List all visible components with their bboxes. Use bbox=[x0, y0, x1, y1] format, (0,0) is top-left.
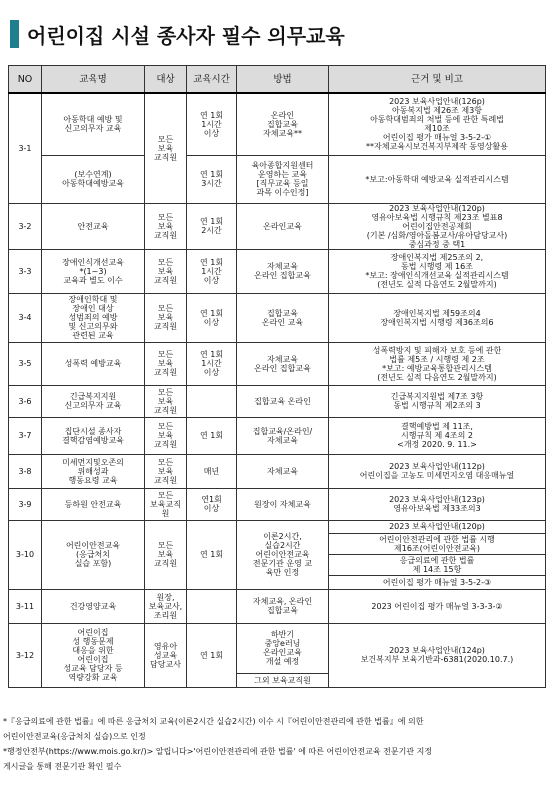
cell-basis: 2023 보육사업안내(112p) 어린이집을 고농도 미세먼지오염 대응매뉴얼 bbox=[329, 454, 546, 488]
cell-name: 긴급복지지원 신고의무자 교육 bbox=[42, 385, 145, 417]
table-row bbox=[9, 249, 546, 293]
cell-basis: 2023 보육사업안내(120p) bbox=[329, 520, 546, 533]
cell-target: 모든 보육 교직원 bbox=[145, 454, 187, 488]
header-target: 대상 bbox=[145, 66, 187, 94]
cell-method: 원장이 자체교육 bbox=[237, 488, 329, 520]
cell-method: 이론2시간, 실습2시간 어린이안전교육 전문기관 운영 교 육만 인정 bbox=[237, 520, 329, 589]
cell-target: 영유아 성교육 담당교사 bbox=[145, 623, 187, 687]
cell-no: 3-8 bbox=[9, 454, 42, 488]
table-header-row bbox=[9, 66, 546, 94]
cell-target: 원장, 보육교사, 조리원 bbox=[145, 589, 187, 623]
cell-no: 3-12 bbox=[9, 623, 42, 687]
cell-target: 모든 보육 교직원 bbox=[145, 249, 187, 293]
cell-no: 3-2 bbox=[9, 203, 42, 249]
cell-name: 등하원 안전교육 bbox=[42, 488, 145, 520]
cell-name: 안전교육 bbox=[42, 203, 145, 249]
table-row bbox=[9, 385, 546, 417]
table-row bbox=[9, 155, 546, 203]
title-bar bbox=[10, 18, 345, 50]
cell-basis: 2023 보육사업안내(124p) 보건복지부 보육기반과-6381(2020.10.7.) bbox=[329, 623, 546, 687]
cell-method: 육아종합지원센터 운영하는 교육 [직무교육 등일 과목 이수인정] bbox=[237, 155, 329, 203]
cell-method: 자체교육 온라인 집합교육 bbox=[237, 249, 329, 293]
cell-target: 모든 보육 교직원 bbox=[145, 203, 187, 249]
cell-method-secondary: 그외 보육교직원 bbox=[237, 673, 329, 687]
header-name: 교육명 bbox=[42, 66, 145, 94]
header-time: 교육시간 bbox=[187, 66, 237, 94]
education-table bbox=[8, 65, 546, 688]
cell-name: (보수연계) 아동학대예방교육 bbox=[42, 155, 145, 203]
table-row bbox=[9, 93, 546, 155]
cell-no: 3-7 bbox=[9, 417, 42, 454]
header-basis: 근거 및 비고 bbox=[329, 66, 546, 94]
page-title: 어린이집 시설 종사자 필수 의무교육 bbox=[27, 23, 345, 48]
cell-time: 연 1회 bbox=[187, 520, 237, 589]
cell-time: 연 1회 이상 bbox=[187, 293, 237, 342]
cell-basis: 장애인복지법 제59조의4 장애인복지법 시행령 제36조의6 bbox=[329, 293, 546, 342]
cell-target: 모든 보육 교직원 bbox=[145, 342, 187, 385]
cell-time: 연 1회 1시간 이상 bbox=[187, 249, 237, 293]
cell-basis: *보고:아동학대 예방교육 실적관리시스템 bbox=[329, 155, 546, 203]
cell-time: 연 1회 bbox=[187, 417, 237, 454]
cell-method: 온라인교육 bbox=[237, 203, 329, 249]
cell-time: 연 1회 1시간 이상 bbox=[187, 93, 237, 155]
cell-basis: 결핵예방법 제 11조, 시행규칙 제 4조의 2 <개정 2020. 9. 11.> bbox=[329, 417, 546, 454]
footnotes: *『응급의료에 관한 법률』에 따른 응급처치 교육(이론2시간 실습2시간) 이수 시『어린이안전관리에 관한 법률』에 의한 어린이안전교육(응급처치 실습)으로 인정 *행정안전부(https://www.mois.go.kr/)> 알립니다>'어린이안전관리에 관한 법률' 에 따른 어린이안전교육 전문기관 지정 게시글을 통해 전문기관 확인 필수 bbox=[3, 717, 433, 771]
table-row bbox=[9, 623, 546, 673]
cell-target: 모든 보육 교직원 bbox=[145, 417, 187, 454]
cell-method: 집합교육/온라인/ 자체교육 bbox=[237, 417, 329, 454]
cell-no: 3-5 bbox=[9, 342, 42, 385]
table-row bbox=[9, 342, 546, 385]
cell-basis: 긴급복지지원법 제7조 3항 동법 시행규칙 제2조의 3 bbox=[329, 385, 546, 417]
cell-method: 자체교육 온라인 집합교육 bbox=[237, 342, 329, 385]
cell-basis: 응급의료에 관한 법률 제 14조 15항 bbox=[329, 554, 546, 575]
cell-no: 3-9 bbox=[9, 488, 42, 520]
table-row bbox=[9, 520, 546, 533]
table-row bbox=[9, 488, 546, 520]
cell-method: 온라인 집합교육 자체교육** bbox=[237, 93, 329, 155]
cell-basis: 2023 보육사업안내(120p) 영유아보육법 시행규칙 제23조 별표8 어린이집안전공제회 (기본 /심화/영아돌봄교사/유아담당교사) 중심과정 중 택1 bbox=[329, 203, 546, 249]
cell-time bbox=[187, 589, 237, 623]
cell-basis: 2023 보육사업안내(126p) 아동복지법 제26조 제3항 아동학대범죄의 처벌 등에 관한 특례법 제10조 어린이집 평가 매뉴얼 3-5-2-① **자체교육시보건복지부제작 동영상활용 bbox=[329, 93, 546, 155]
cell-time: 연1회 이상 bbox=[187, 488, 237, 520]
cell-method: 자체교육 bbox=[237, 454, 329, 488]
cell-name: 어린이안전교육 (응급처치 실습 포함) bbox=[42, 520, 145, 589]
table-row bbox=[9, 589, 546, 623]
cell-time bbox=[187, 385, 237, 417]
cell-name: 장애인식개선교육 *(1~3) 교육과 별도 이수 bbox=[42, 249, 145, 293]
cell-name: 아동학대 예방 및 신고의무자 교육 bbox=[42, 93, 145, 155]
cell-basis: 성폭력방지 및 피해자 보호 등에 관한 법률 제5조 / 시행령 제 2조 *보고: 예방교육통합관리시스템 (전년도 실적 다음연도 2월말까지) bbox=[329, 342, 546, 385]
cell-basis: 2023 보육사업안내(123p) 영유아보육법 제33조의3 bbox=[329, 488, 546, 520]
cell-no: 3-10 bbox=[9, 520, 42, 589]
cell-name: 집단시설 종사자 결핵감염예방교육 bbox=[42, 417, 145, 454]
cell-time: 연 1회 bbox=[187, 623, 237, 687]
cell-basis: 장애인복지법 제25조의 2, 동법 시행령 제 16조 *보고: 장애인식개선교육 실적관리시스템 (전년도 실적 다음연도 2월말까지) bbox=[329, 249, 546, 293]
cell-no: 3-1 bbox=[9, 93, 42, 203]
cell-method: 집합교육 온라인 bbox=[237, 385, 329, 417]
cell-name: 어린이집 성 행동문제 대응을 위한 어린이집 성교육 담당자 등 역량강화 교육 bbox=[42, 623, 145, 687]
header-method: 방법 bbox=[237, 66, 329, 94]
cell-name: 성폭력 예방교육 bbox=[42, 342, 145, 385]
table-row bbox=[9, 203, 546, 249]
cell-method: 자체교육, 온라인 집합교육 bbox=[237, 589, 329, 623]
cell-target: 모든 보육 교직원 bbox=[145, 520, 187, 589]
cell-target: 모든 보육 교직원 bbox=[145, 93, 187, 203]
cell-target: 모든 보육 교직원 bbox=[145, 293, 187, 342]
header-no: NO bbox=[9, 66, 42, 94]
title-accent-bar bbox=[10, 20, 19, 48]
cell-name: 건강영양교육 bbox=[42, 589, 145, 623]
cell-method: 하반기 중앙e러닝 온라인교육 개설 예정 bbox=[237, 623, 329, 673]
cell-target: 모든 보육 교직원 bbox=[145, 385, 187, 417]
cell-time: 매년 bbox=[187, 454, 237, 488]
table-row bbox=[9, 293, 546, 342]
cell-method: 집합교육 온라인 교육 bbox=[237, 293, 329, 342]
table-row bbox=[9, 454, 546, 488]
cell-name: 장애인학대 및 장애인 대상 성범죄의 예방 및 신고의무와 관련된 교육 bbox=[42, 293, 145, 342]
table-row bbox=[9, 417, 546, 454]
cell-basis: 어린이집 평가 매뉴얼 3-5-2-③ bbox=[329, 575, 546, 589]
cell-no: 3-4 bbox=[9, 293, 42, 342]
cell-basis: 어린이안전관리에 관한 법률 시행 제16조(어린이안전교육) bbox=[329, 533, 546, 554]
cell-no: 3-11 bbox=[9, 589, 42, 623]
cell-name: 미세먼지및오존의 위해성과 행동요령 교육 bbox=[42, 454, 145, 488]
cell-no: 3-3 bbox=[9, 249, 42, 293]
cell-basis: 2023 어린이집 평가 매뉴얼 3-3-3-② bbox=[329, 589, 546, 623]
cell-target: 모든 보육교직 원 bbox=[145, 488, 187, 520]
cell-time: 연 1회 2시간 bbox=[187, 203, 237, 249]
cell-no: 3-6 bbox=[9, 385, 42, 417]
cell-time: 연 1회 3시간 bbox=[187, 155, 237, 203]
cell-time: 연 1회 1시간 이상 bbox=[187, 342, 237, 385]
